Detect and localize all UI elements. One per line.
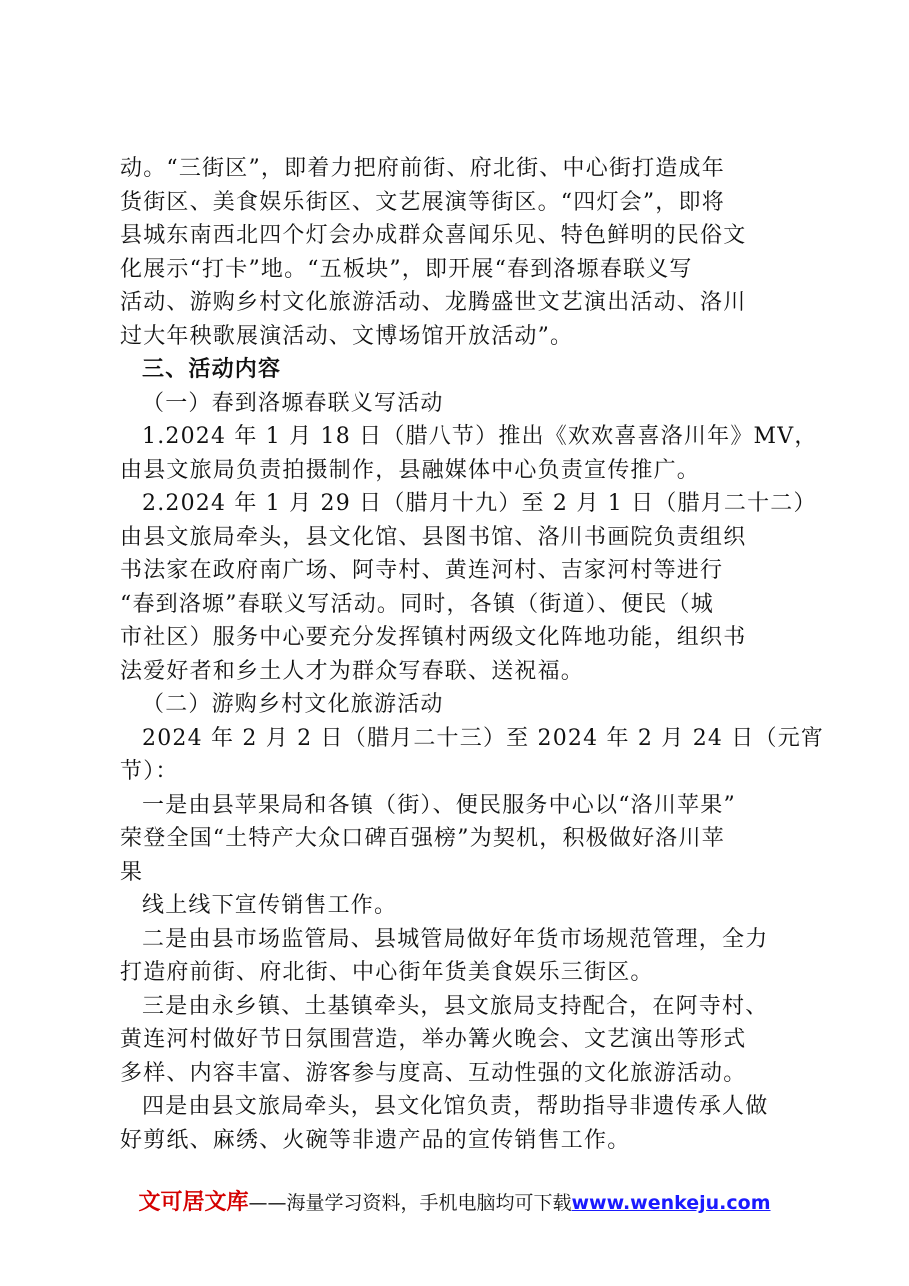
body-line: 一是由县苹果局和各镇（街）、便民服务中心以“洛川苹果” [142, 792, 736, 818]
body-line: 荣登全国“土特产大众口碑百强榜”为契机，积极做好洛川苹 [120, 826, 725, 851]
footer-banner [0, 1185, 909, 1216]
body-line: 县城东南西北四个灯会办成群众喜闻乐见、特色鲜明的民俗文 [120, 223, 747, 248]
body-line: 化展示“打卡”地。“五板块”，即开展“春到洛塬春联义写 [120, 256, 693, 282]
body-line: 市社区）服务中心要充分发挥镇村两级文化阵地功能，组织书 [120, 625, 747, 650]
body-line: 货街区、美食娱乐街区、文艺展演等街区。“四灯会”，即将 [120, 189, 725, 215]
body-line: 节）： [120, 759, 179, 784]
body-line: 线上线下宣传销售工作。 [142, 893, 398, 918]
document-body [120, 152, 825, 1157]
body-line: 打造府前街、府北街、中心街年货美食娱乐三街区。 [120, 960, 654, 985]
footer-tagline: ——海量学习资料，手机电脑均可下载 [248, 1192, 572, 1214]
body-line: 法爱好者和乡土人才为群众写春联、送祝福。 [120, 658, 585, 684]
footer-link[interactable]: www.wenkeju.com [571, 1192, 771, 1214]
body-line: 多样、内容丰富、游客参与度高、互动性强的文化旅游活动。 [120, 1060, 747, 1086]
body-line: 好剪纸、麻绣、火碗等非遗产品的宣传销售工作。 [120, 1127, 631, 1153]
body-line: 四是由县文旅局牵头，县文化馆负责，帮助指导非遗传承人做 [142, 1094, 769, 1119]
body-line: 二是由县市场监管局、县城管局做好年货市场规范管理，全力 [142, 926, 769, 952]
body-line: 黄连河村做好节日氛围营造，举办篝火晚会、文艺演出等形式 [120, 1027, 747, 1052]
body-line: 过大年秧歌展演活动、文博场馆开放活动”。 [120, 323, 574, 349]
subsection-heading: （二）游购乡村文化旅游活动 [142, 692, 444, 717]
subsection-heading: （一）春到洛塬春联义写活动 [142, 390, 444, 416]
body-line: 由县文旅局牵头，县文化馆、县图书馆、洛川书画院负责组织 [120, 524, 747, 550]
section-heading: 三、活动内容 [142, 357, 282, 382]
body-line: 书法家在政府南广场、阿寺村、黄连河村、吉家河村等进行 [120, 558, 724, 583]
body-line: 果 [120, 859, 144, 885]
body-line: 1.2024 年 1 月 18 日（腊八节）推出《欢欢喜喜洛川年》MV， [142, 424, 818, 449]
body-line: 由县文旅局负责拍摄制作，县融媒体中心负责宣传推广。 [120, 457, 701, 483]
body-line: 2024 年 2 月 2 日（腊月二十三）至 2024 年 2 月 24 日（元宵 [142, 725, 825, 751]
body-line: 活动、游购乡村文化旅游活动、龙腾盛世文艺演出活动、洛川 [120, 290, 747, 315]
body-line: 三是由永乡镇、土基镇牵头，县文旅局支持配合，在阿寺村、 [142, 993, 769, 1019]
body-line: “春到洛塬”春联义写活动。同时，各镇（街道）、便民（城 [120, 591, 714, 617]
footer-brand: 文可居文库 [138, 1190, 249, 1215]
body-line: 动。“三街区”，即着力把府前街、府北街、中心街打造成年 [120, 156, 725, 181]
body-line: 2.2024 年 1 月 29 日（腊月十九）至 2 月 1 日（腊月二十二） [142, 491, 817, 516]
